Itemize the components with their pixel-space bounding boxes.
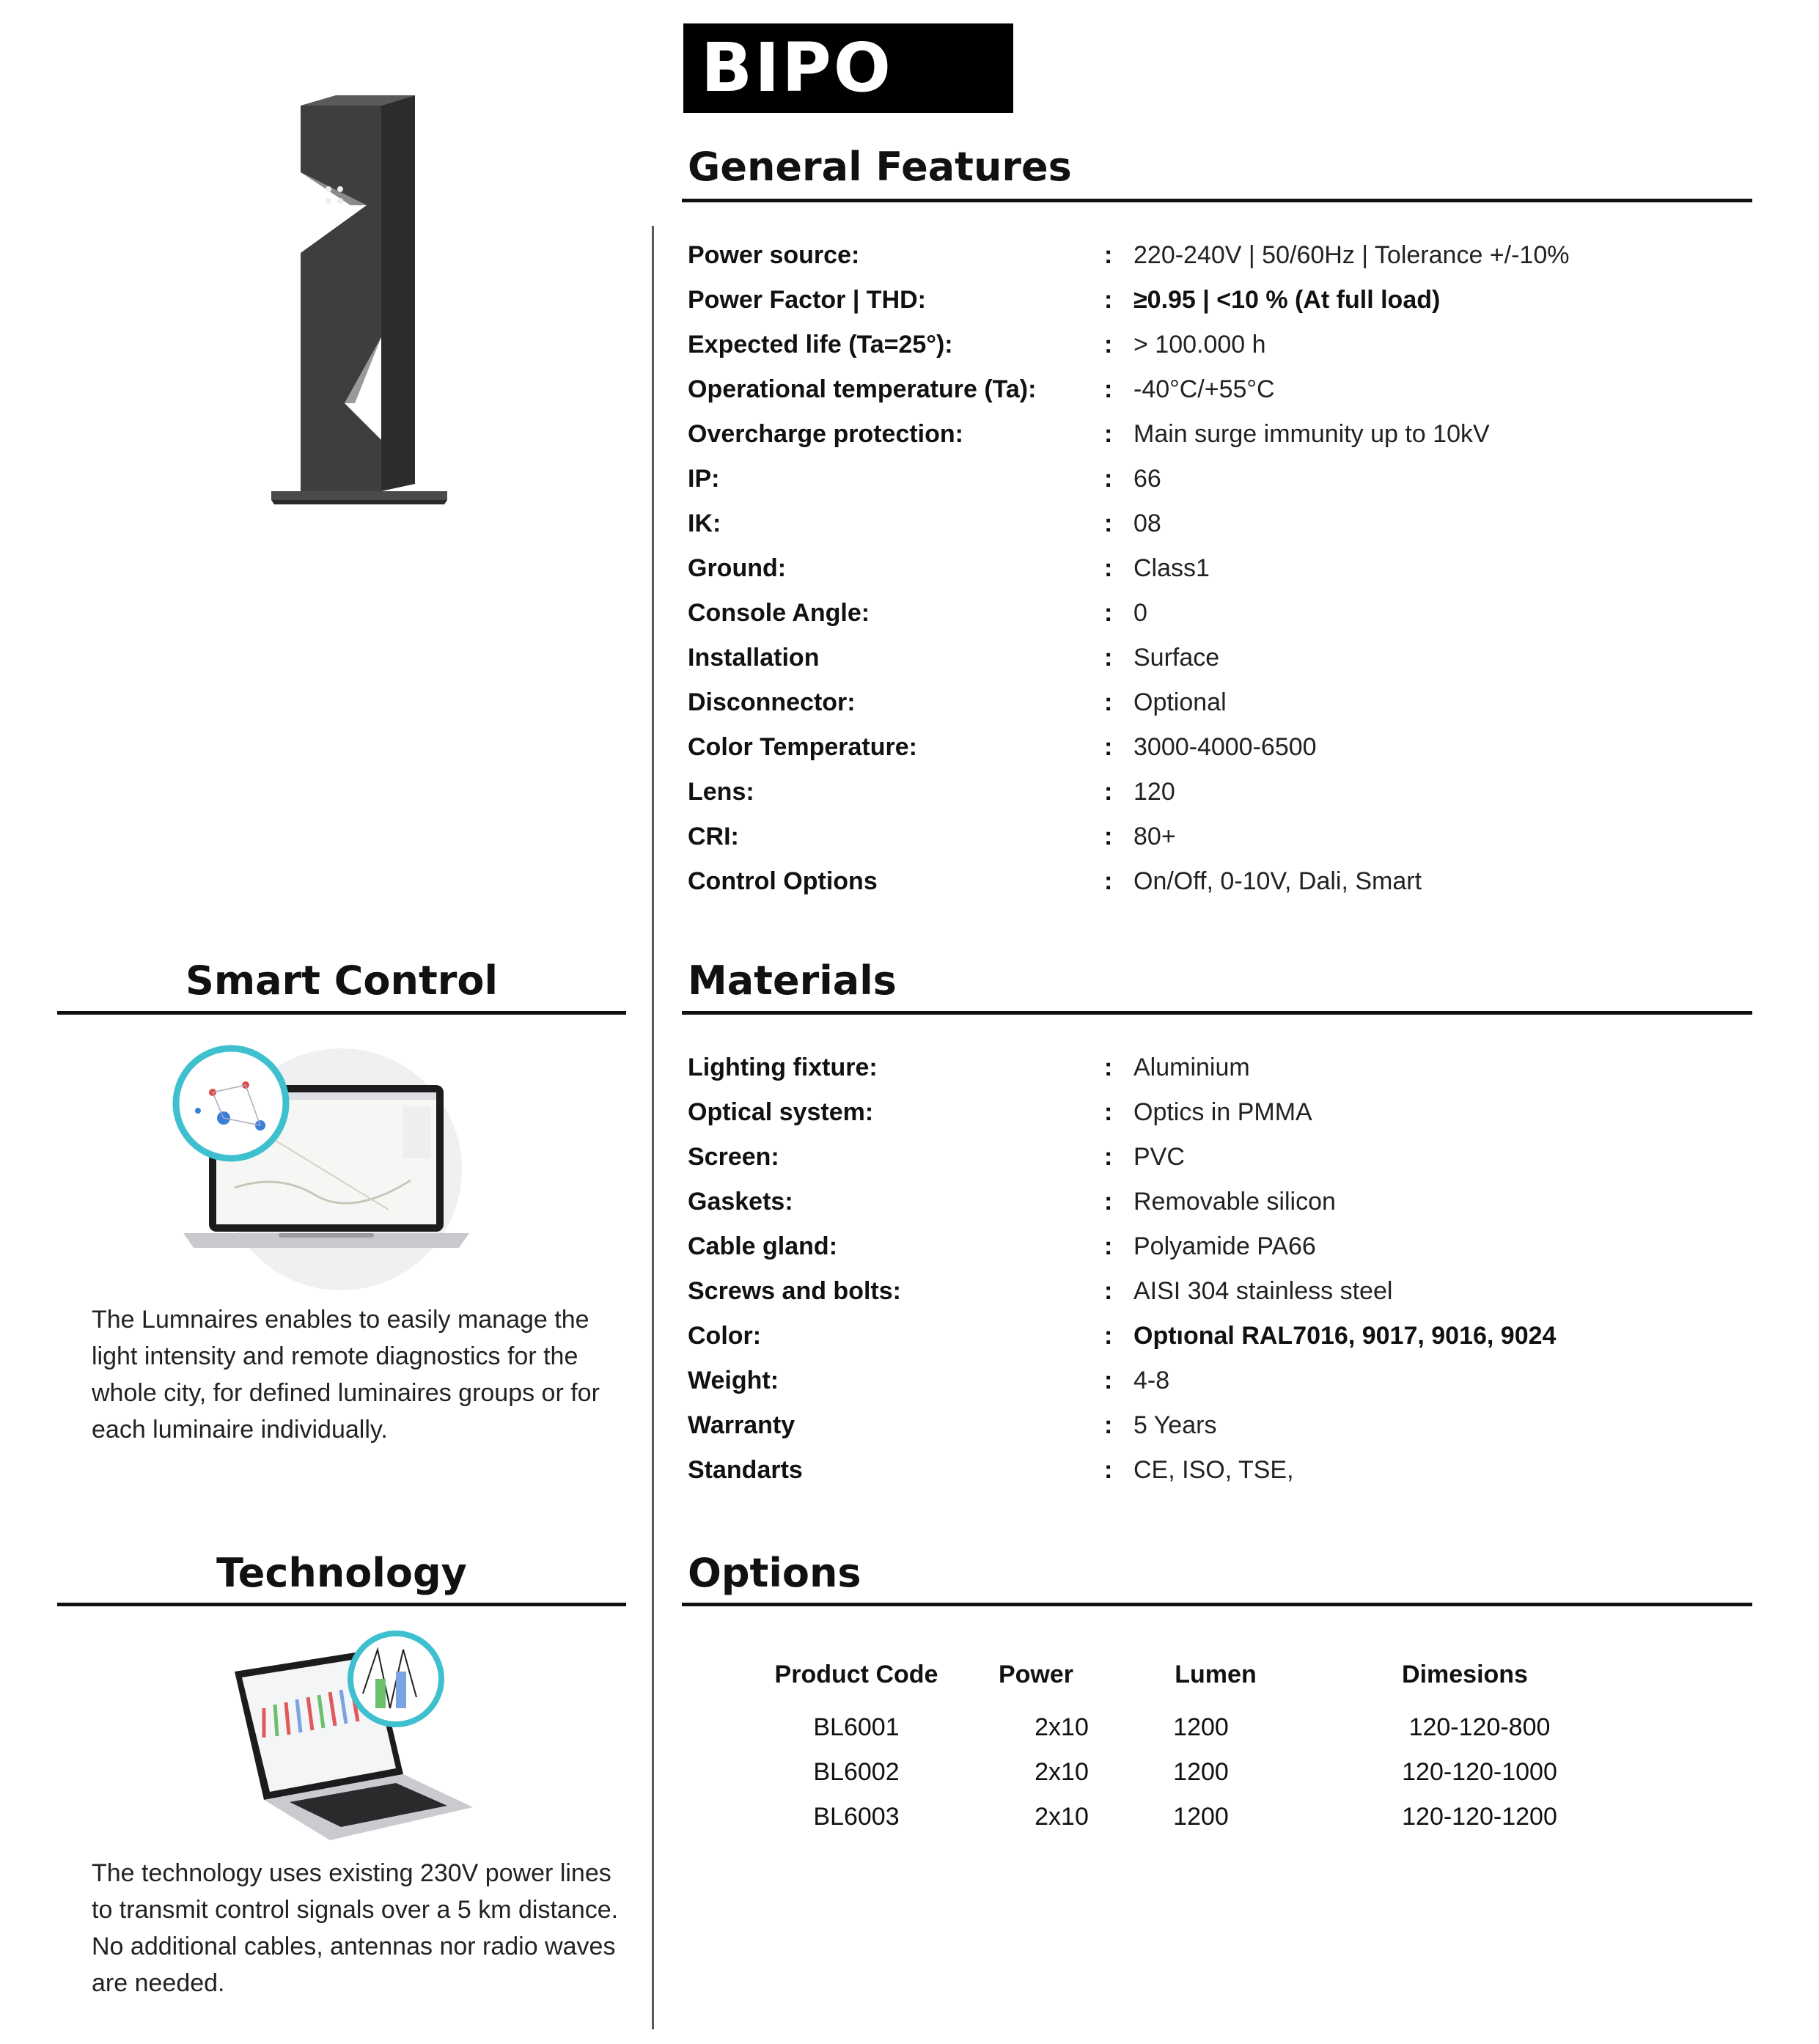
spec-separator: : bbox=[1104, 867, 1113, 895]
options-rule bbox=[682, 1603, 1752, 1606]
dimensions: 120-120-1000 bbox=[1402, 1758, 1557, 1786]
spec-value: -40°C/+55°C bbox=[1133, 375, 1275, 403]
header-product-code: Product Code bbox=[774, 1661, 938, 1688]
spec-label: Cable gland: bbox=[688, 1232, 838, 1260]
spec-value: Optıonal RAL7016, 9017, 9016, 9024 bbox=[1133, 1322, 1557, 1350]
spec-separator: : bbox=[1104, 688, 1113, 716]
spec-separator: : bbox=[1104, 778, 1113, 806]
spec-separator: : bbox=[1104, 644, 1113, 672]
spec-row bbox=[688, 1051, 1758, 1096]
spec-value: Class1 bbox=[1133, 554, 1210, 582]
spec-separator: : bbox=[1104, 510, 1113, 537]
spec-label: Gaskets: bbox=[688, 1188, 793, 1216]
product-code: BL6003 bbox=[813, 1803, 900, 1831]
spec-value: 120 bbox=[1133, 778, 1175, 806]
spec-row bbox=[688, 552, 1758, 597]
spec-label: IP: bbox=[688, 465, 720, 493]
spec-label: Lens: bbox=[688, 778, 754, 806]
spec-separator: : bbox=[1104, 1367, 1113, 1394]
spec-label: Screws and bolts: bbox=[688, 1277, 901, 1305]
spec-label: Lighting fixture: bbox=[688, 1054, 878, 1081]
spec-label: Ground: bbox=[688, 554, 787, 582]
spec-label: Standarts bbox=[688, 1456, 803, 1484]
spec-label: Warranty bbox=[688, 1411, 795, 1439]
technology-description: The technology uses existing 230V power lines to transmit control signals over a 5 km distance. No additional cables, antennas nor radio waves are needed. bbox=[92, 1859, 619, 1997]
spec-row bbox=[688, 418, 1758, 463]
spec-label: Power Factor | THD: bbox=[688, 286, 926, 314]
spec-row bbox=[688, 1409, 1758, 1454]
product-code: BL6001 bbox=[813, 1713, 900, 1741]
lumen: 1200 bbox=[1173, 1803, 1229, 1831]
spec-value: 220-240V | 50/60Hz | Tolerance +/-10% bbox=[1133, 241, 1570, 269]
spec-separator: : bbox=[1104, 1322, 1113, 1350]
spec-value: Surface bbox=[1133, 644, 1220, 672]
column-divider bbox=[652, 226, 654, 2029]
dimensions: 120-120-800 bbox=[1408, 1713, 1551, 1741]
spec-label: CRI: bbox=[688, 823, 739, 850]
technology-rule bbox=[57, 1603, 626, 1606]
general-features-rule bbox=[682, 199, 1752, 202]
spec-value: 5 Years bbox=[1133, 1411, 1217, 1439]
spec-value: On/Off, 0-10V, Dali, Smart bbox=[1133, 867, 1422, 895]
spec-label: Color: bbox=[688, 1322, 762, 1350]
spec-separator: : bbox=[1104, 331, 1113, 359]
materials-rule bbox=[682, 1011, 1752, 1015]
bollard-product-image bbox=[264, 95, 455, 799]
smart-control-description: The Lumnaires enables to easily manage the light intensity and remote diagnostics for the whole city, for defined luminaires groups or for each luminaire individually. bbox=[92, 1306, 600, 1444]
spec-row bbox=[688, 1096, 1758, 1141]
spec-label: Console Angle: bbox=[688, 599, 870, 627]
spec-separator: : bbox=[1104, 599, 1113, 627]
spec-label: Color Temperature: bbox=[688, 733, 917, 761]
spec-separator: : bbox=[1104, 554, 1113, 582]
spec-row bbox=[688, 373, 1758, 418]
general-features-title: General Features bbox=[688, 144, 1072, 190]
spec-separator: : bbox=[1104, 286, 1113, 314]
product-code: BL6002 bbox=[813, 1758, 900, 1786]
spec-separator: : bbox=[1104, 733, 1113, 761]
spec-row bbox=[688, 239, 1758, 284]
power: 2x10 bbox=[1035, 1713, 1089, 1741]
power: 2x10 bbox=[1035, 1803, 1089, 1831]
spec-value: 3000-4000-6500 bbox=[1133, 733, 1317, 761]
options-table bbox=[688, 1658, 1758, 1845]
smart-control-rule bbox=[57, 1011, 626, 1015]
spec-label: Operational temperature (Ta): bbox=[688, 375, 1037, 403]
spec-value: 4-8 bbox=[1133, 1367, 1170, 1394]
spec-row bbox=[688, 1141, 1758, 1185]
spec-value: Aluminium bbox=[1133, 1054, 1250, 1081]
spec-label: Power source: bbox=[688, 241, 860, 269]
spec-separator: : bbox=[1104, 1143, 1113, 1171]
brand-logo: BIPO bbox=[683, 23, 1013, 113]
dimensions: 120-120-1200 bbox=[1402, 1803, 1557, 1831]
spec-label: IK: bbox=[688, 510, 721, 537]
spec-separator: : bbox=[1104, 241, 1113, 269]
spec-separator: : bbox=[1104, 1098, 1113, 1126]
spec-value: 0 bbox=[1133, 599, 1147, 627]
spec-value: Optics in PMMA bbox=[1133, 1098, 1312, 1126]
spec-row bbox=[688, 731, 1758, 776]
general-features-list bbox=[688, 239, 1758, 910]
spec-label: Weight: bbox=[688, 1367, 779, 1394]
spec-row bbox=[688, 328, 1758, 373]
lumen: 1200 bbox=[1173, 1713, 1229, 1741]
options-title: Options bbox=[688, 1550, 861, 1596]
spec-row bbox=[688, 463, 1758, 507]
spec-row bbox=[688, 1230, 1758, 1275]
technology-laptop-image bbox=[220, 1628, 484, 1848]
spec-separator: : bbox=[1104, 1054, 1113, 1081]
spec-label: Expected life (Ta=25°): bbox=[688, 331, 953, 359]
spec-value: Removable silicon bbox=[1133, 1188, 1336, 1216]
technology-title: Technology bbox=[216, 1550, 467, 1596]
spec-separator: : bbox=[1104, 1456, 1113, 1484]
smart-control-title: Smart Control bbox=[185, 957, 499, 1004]
spec-separator: : bbox=[1104, 1411, 1113, 1439]
spec-separator: : bbox=[1104, 823, 1113, 850]
materials-title: Materials bbox=[688, 957, 897, 1004]
lumen: 1200 bbox=[1173, 1758, 1229, 1786]
spec-label: Control Options bbox=[688, 867, 878, 895]
header-dimensions: Dimesions bbox=[1402, 1661, 1528, 1688]
spec-row bbox=[688, 1320, 1758, 1364]
header-power: Power bbox=[998, 1661, 1074, 1688]
materials-list bbox=[688, 1051, 1758, 1499]
spec-separator: : bbox=[1104, 1277, 1113, 1305]
spec-value: AISI 304 stainless steel bbox=[1133, 1277, 1393, 1305]
spec-row bbox=[688, 776, 1758, 820]
spec-value: 08 bbox=[1133, 510, 1161, 537]
spec-separator: : bbox=[1104, 1232, 1113, 1260]
spec-label: Optical system: bbox=[688, 1098, 874, 1126]
spec-row bbox=[688, 284, 1758, 328]
spec-separator: : bbox=[1104, 465, 1113, 493]
spec-row bbox=[688, 865, 1758, 910]
spec-value: Main surge immunity up to 10kV bbox=[1133, 420, 1490, 448]
table-row bbox=[688, 1756, 1758, 1801]
spec-row bbox=[688, 686, 1758, 731]
spec-row bbox=[688, 1185, 1758, 1230]
spec-value: Optional bbox=[1133, 688, 1227, 716]
spec-row bbox=[688, 820, 1758, 865]
spec-separator: : bbox=[1104, 375, 1113, 403]
spec-label: Overcharge protection: bbox=[688, 420, 963, 448]
spec-row bbox=[688, 1364, 1758, 1409]
power: 2x10 bbox=[1035, 1758, 1089, 1786]
spec-value: ≥0.95 | <10 % (At full load) bbox=[1133, 286, 1441, 314]
spec-row bbox=[688, 507, 1758, 552]
spec-label: Screen: bbox=[688, 1143, 779, 1171]
options-table-header bbox=[688, 1658, 1758, 1711]
spec-label: Installation bbox=[688, 644, 820, 672]
spec-row bbox=[688, 597, 1758, 641]
spec-value: CE, ISO, TSE, bbox=[1133, 1456, 1294, 1484]
spec-row bbox=[688, 1275, 1758, 1320]
spec-value: Polyamide PA66 bbox=[1133, 1232, 1316, 1260]
spec-label: Disconnector: bbox=[688, 688, 856, 716]
spec-separator: : bbox=[1104, 1188, 1113, 1216]
spec-value: > 100.000 h bbox=[1133, 331, 1266, 359]
spec-separator: : bbox=[1104, 420, 1113, 448]
spec-row bbox=[688, 641, 1758, 686]
spec-row bbox=[688, 1454, 1758, 1499]
spec-value: 80+ bbox=[1133, 823, 1176, 850]
spec-value: PVC bbox=[1133, 1143, 1185, 1171]
table-row bbox=[688, 1801, 1758, 1845]
smart-control-laptop-image bbox=[169, 1041, 477, 1290]
header-lumen: Lumen bbox=[1175, 1661, 1257, 1688]
table-row bbox=[688, 1711, 1758, 1756]
spec-value: 66 bbox=[1133, 465, 1161, 493]
